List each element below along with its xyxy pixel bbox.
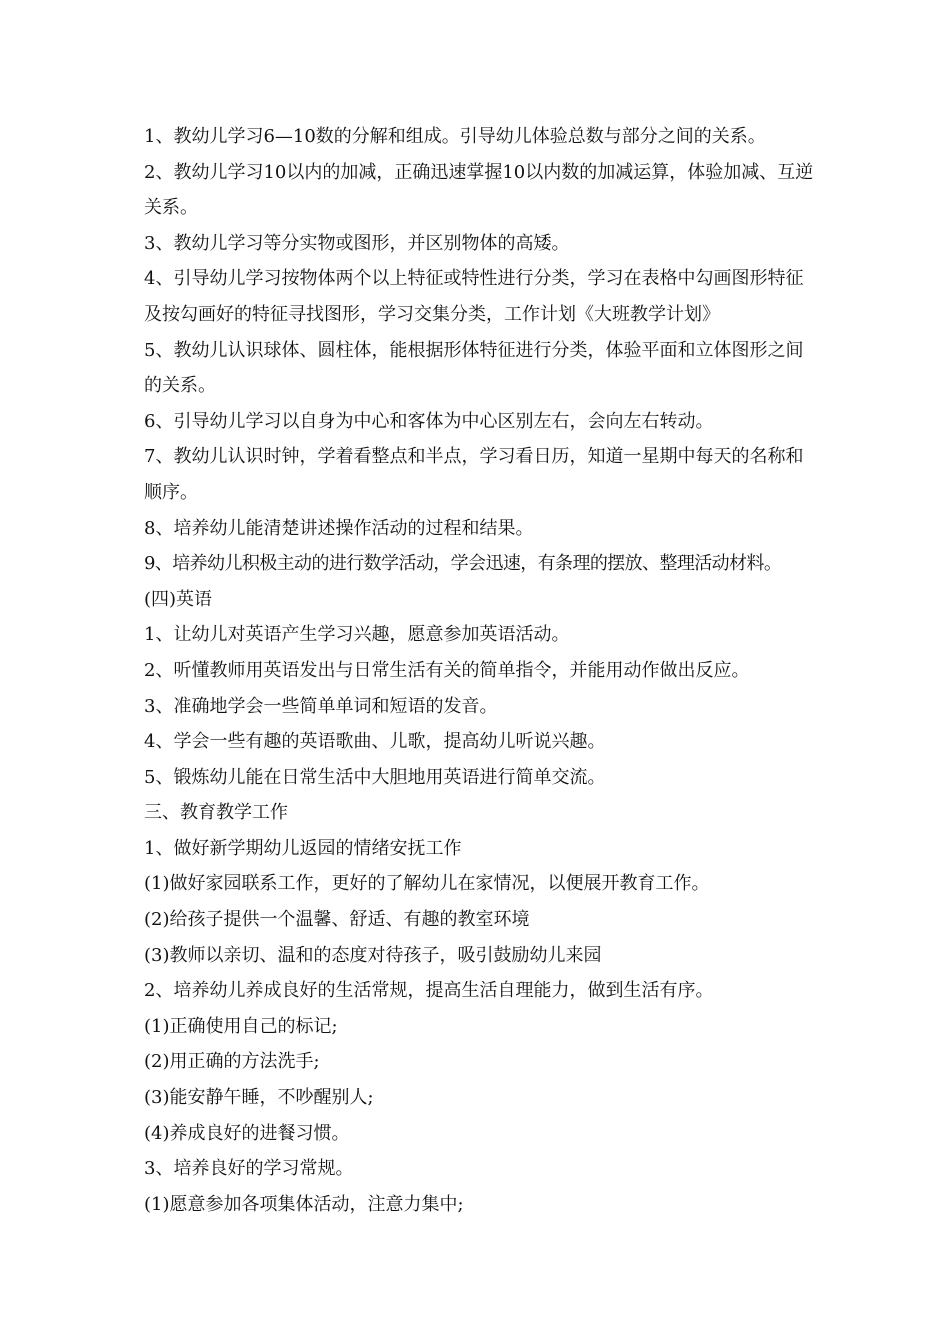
math-item-8: 8、培养幼儿能清楚讲述操作活动的过程和结果。 xyxy=(144,517,534,539)
section-heading-english: (四)英语 xyxy=(144,588,213,610)
english-item-3: 3、准确地学会一些简单单词和短语的发音。 xyxy=(144,695,498,717)
teaching-item-1: 1、做好新学期幼儿返园的情绪安抚工作 xyxy=(144,837,462,859)
teaching-subitem-2-4: (4)养成良好的进餐习惯。 xyxy=(144,1122,350,1144)
math-item-9: 9、培养幼儿积极主动的进行数学活动，学会迅速，有条理的摆放、整理活动材料。 xyxy=(144,553,782,575)
math-item-6: 6、引导幼儿学习以自身为中心和客体为中心区别左右，会向左右转动。 xyxy=(144,410,714,432)
english-item-5: 5、锻炼幼儿能在日常生活中大胆地用英语进行简单交流。 xyxy=(144,766,606,788)
math-item-7: 7、教幼儿认识时钟，学着看整点和半点，学习看日历，知道一星期中每天的名称和顺序。 xyxy=(144,446,804,503)
teaching-subitem-2-3: (3)能安静午睡，不吵醒别人; xyxy=(144,1087,374,1109)
teaching-subitem-3-1: (1)愿意参加各项集体活动，注意力集中; xyxy=(144,1193,464,1215)
math-item-4: 4、引导幼儿学习按物体两个以上特征或特性进行分类，学习在表格中勾画图形特征及按勾画好的特征寻找图形，学习交集分类，工作计划《大班教学计划》 xyxy=(144,268,804,325)
math-item-5: 5、教幼儿认识球体、圆柱体，能根据形体特征进行分类，体验平面和立体图形之间的关系。 xyxy=(144,339,804,397)
document-body xyxy=(144,119,814,1222)
teaching-subitem-2-2: (2)用正确的方法洗手; xyxy=(144,1051,320,1073)
teaching-subitem-1-2: (2)给孩子提供一个温馨、舒适、有趣的教室环境 xyxy=(144,909,530,931)
math-item-1: 1、教幼儿学习6—10数的分解和组成。引导幼儿体验总数与部分之间的关系。 xyxy=(144,126,766,147)
teaching-subitem-2-1: (1)正确使用自己的标记; xyxy=(144,1015,338,1037)
english-item-4: 4、学会一些有趣的英语歌曲、儿歌，提高幼儿听说兴趣。 xyxy=(144,731,606,753)
math-item-2: 2、教幼儿学习10以内的加减，正确迅速掌握10以内数的加减运算，体验加减、互逆关系。 xyxy=(144,161,814,219)
math-item-3: 3、教幼儿学习等分实物或图形，并区别物体的高矮。 xyxy=(144,232,570,254)
section-heading-teaching-work: 三、教育教学工作 xyxy=(144,802,288,824)
teaching-item-2: 2、培养幼儿养成良好的生活常规，提高生活自理能力，做到生活有序。 xyxy=(144,980,714,1002)
teaching-subitem-1-3: (3)教师以亲切、温和的态度对待孩子，吸引鼓励幼儿来园 xyxy=(144,944,602,966)
english-item-1: 1、让幼儿对英语产生学习兴趣，愿意参加英语活动。 xyxy=(144,624,570,646)
english-item-2: 2、听懂教师用英语发出与日常生活有关的简单指令，并能用动作做出反应。 xyxy=(144,659,750,681)
teaching-subitem-1-1: (1)做好家园联系工作，更好的了解幼儿在家情况，以便展开教育工作。 xyxy=(144,873,710,895)
teaching-item-3: 3、培养良好的学习常规。 xyxy=(144,1158,354,1180)
